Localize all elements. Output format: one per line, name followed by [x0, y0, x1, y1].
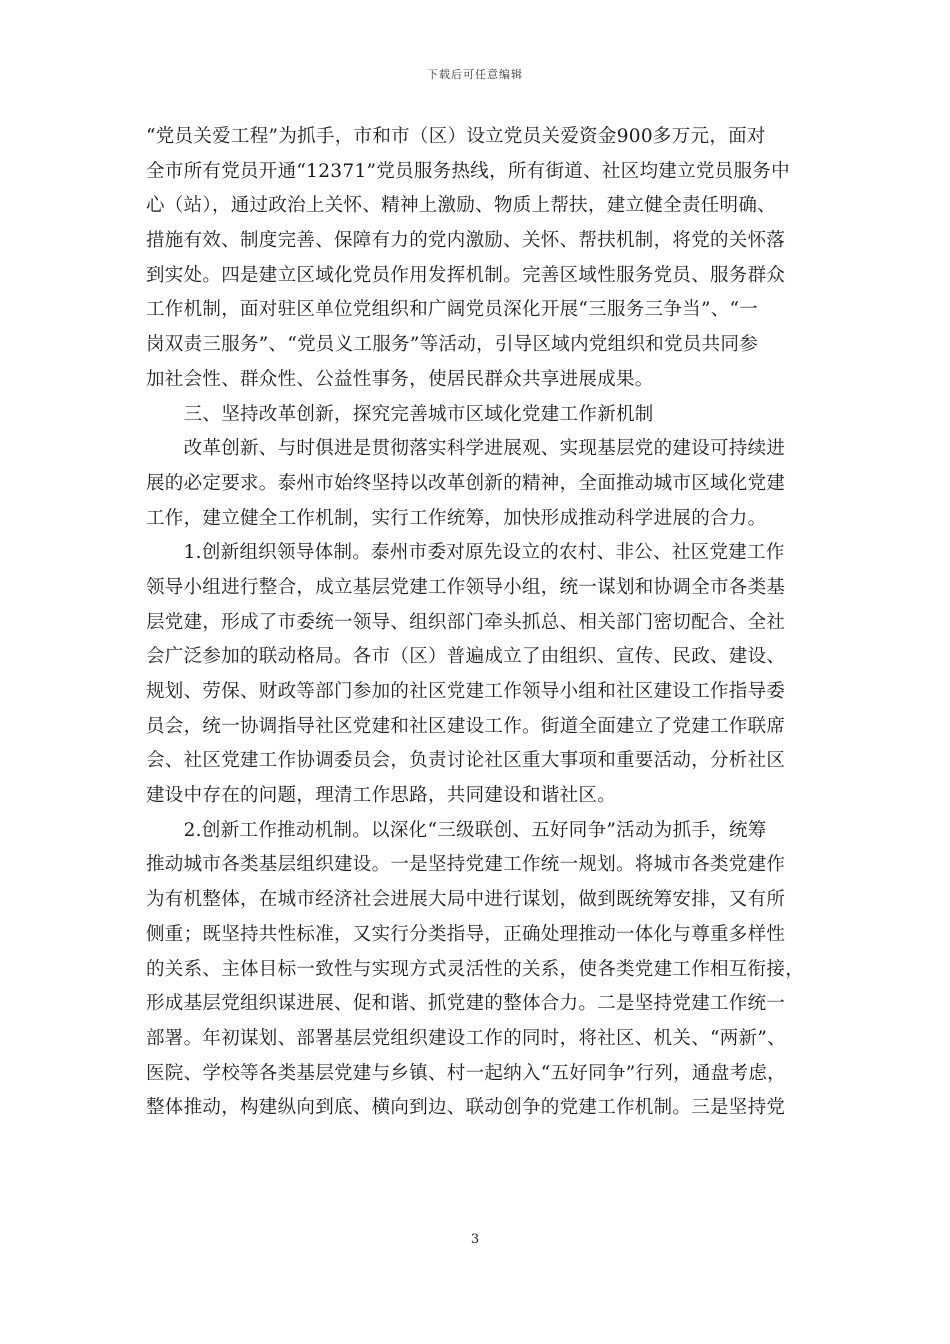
text-line: 会广泛参加的联动格局。各市（区）普遍成立了由组织、宣传、民政、建设、	[146, 646, 786, 668]
text-line: 规划、劳保、财政等部门参加的社区党建工作领导小组和社区建设工作指导委	[146, 681, 786, 702]
text-line: 员会，统一协调指导社区党建和社区建设工作。街道全面建立了党建工作联席	[146, 715, 786, 737]
text-line: 展的必定要求。泰州市始终坚持以改革创新的精神，全面推动城市区域化党建	[146, 472, 786, 494]
text-line: 2.创新工作推动机制。以深化“三级联创、五好同争”活动为抓手，统筹	[146, 819, 767, 841]
text-line: 部署。年初谋划、部署基层党组织建设工作的同时，将社区、机关、“两新”、	[146, 1027, 786, 1049]
text-line: 层党建，形成了市委统一领导、组织部门牵头抓总、相关部门密切配合、全社	[146, 611, 786, 633]
text-line: 全市所有党员开通“12371”党员服务热线，所有街道、社区均建立党员服务中	[146, 160, 790, 182]
text-line: 形成基层党组织谋进展、促和谐、抓党建的整体合力。二是坚持党建工作统一	[146, 993, 786, 1015]
text-line: 措施有效、制度完善、保障有力的党内激励、关怀、帮扶机制，将党的关怀落	[146, 230, 786, 252]
text-line: 整体推动，构建纵向到底、横向到边、联动创争的党建工作机制。三是坚持党	[146, 1097, 786, 1119]
text-line: 医院、学校等各类基层党建与乡镇、村一起纳入“五好同争”行列，通盘考虑，	[146, 1062, 786, 1084]
text-line: 侧重；既坚持共性标准，又实行分类指导，正确处理推动一体化与尊重多样性	[146, 923, 786, 945]
text-line: “党员关爱工程”为抓手，市和市（区）设立党员关爱资金900多万元，面对	[146, 126, 766, 147]
text-line: 工作机制，面对驻区单位党组织和广阔党员深化开展“三服务三争当”、“一	[146, 299, 759, 321]
text-line: 加社会性、群众性、公益性事务，使居民群众共享进展成果。	[146, 368, 654, 390]
text-line: 推动城市各类基层组织建设。一是坚持党建工作统一规划。将城市各类党建作	[146, 854, 786, 876]
text-line: 的关系、主体目标一致性与实现方式灵活性的关系，使各类党建工作相互衔接，	[146, 958, 805, 980]
text-line: 为有机整体，在城市经济社会进展大局中进行谋划，做到既统筹安排，又有所	[146, 889, 786, 911]
text-line: 工作，建立健全工作机制，实行工作统筹，加快形成推动科学进展的合力。	[146, 507, 767, 529]
page-header: 下载后可任意编辑	[427, 68, 523, 81]
text-line: 心（站），通过政治上关怀、精神上激励、物质上帮扶，建立健全责任明确、	[146, 195, 776, 217]
page-number: 3	[470, 1232, 480, 1247]
text-line: 领导小组进行整合，成立基层党建工作领导小组，统一谋划和协调全市各类基	[146, 576, 786, 598]
document-body	[146, 120, 806, 1126]
text-line: 会、社区党建工作协调委员会，负责讨论社区重大事项和重要活动，分析社区	[146, 750, 786, 772]
section-heading: 三、坚持改革创新，探究完善城市区域化党建工作新机制	[146, 403, 654, 425]
text-line: 到实处。四是建立区域化党员作用发挥机制。完善区域性服务党员、服务群众	[146, 264, 786, 286]
text-line: 1.创新组织领导体制。泰州市委对原先设立的农村、非公、社区党建工作	[146, 542, 785, 564]
text-line: 岗双责三服务”、“党员义工服务”等活动，引导区域内党组织和党员共同参	[146, 334, 759, 356]
text-line: 改革创新、与时俱进是贯彻落实科学进展观、实现基层党的建设可持续进	[146, 438, 786, 460]
text-line: 建设中存在的问题，理清工作思路，共同建设和谐社区。	[146, 785, 617, 807]
